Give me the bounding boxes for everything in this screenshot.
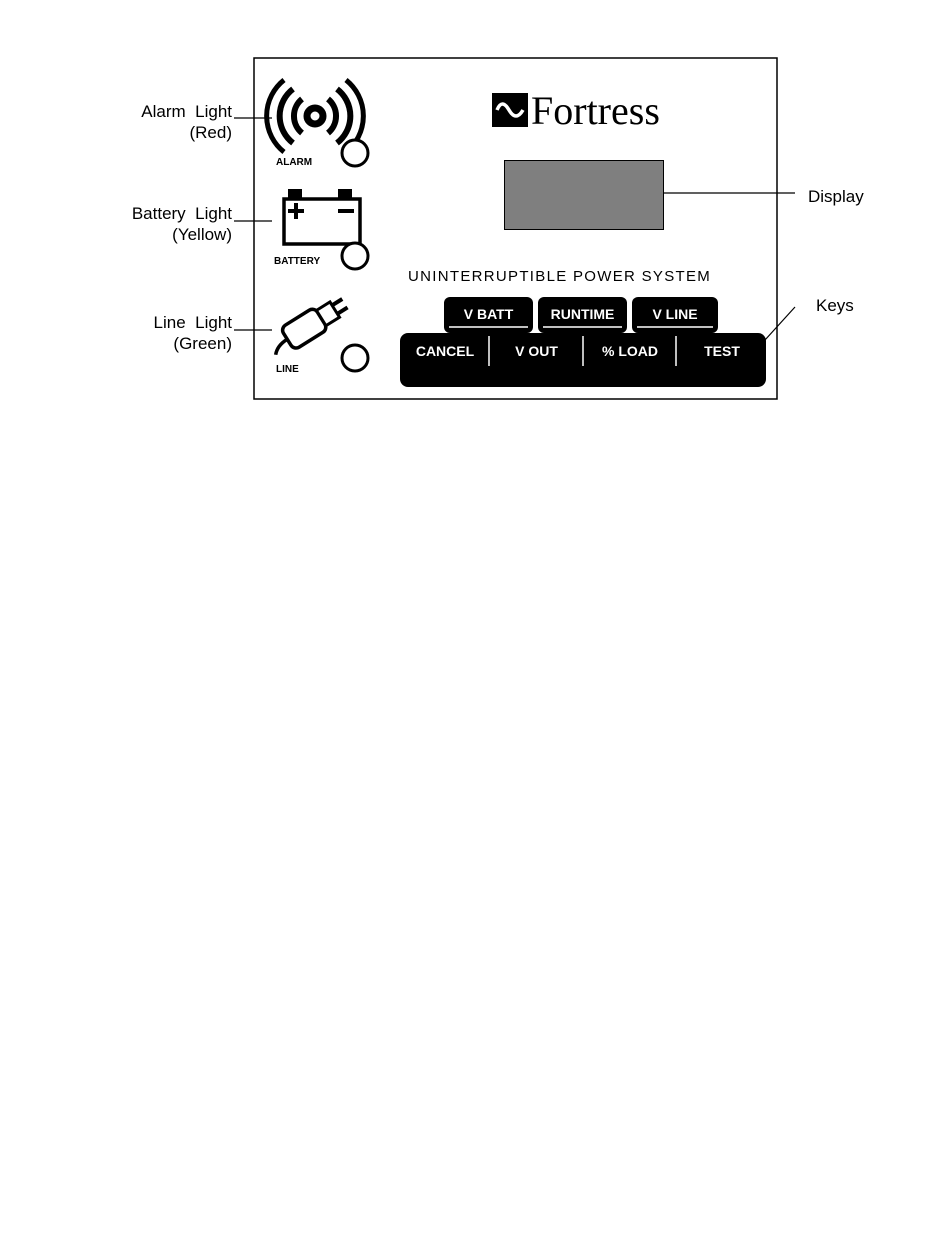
line-light-callout: Line Light (Green) (153, 313, 232, 353)
display-callout: Display (808, 187, 864, 206)
battery-icon (284, 189, 360, 244)
line-label: LINE (276, 364, 299, 375)
v-line-key[interactable]: V LINE (652, 306, 698, 322)
product-tagline: UNINTERRUPTIBLE POWER SYSTEM (408, 268, 712, 285)
line-led (342, 345, 368, 371)
v-batt-key[interactable]: V BATT (463, 306, 514, 322)
alarm-led (342, 140, 368, 166)
lcd-display (504, 160, 664, 230)
cancel-key[interactable]: CANCEL (415, 343, 475, 359)
brand-logo (490, 86, 660, 136)
keys-callout: Keys (816, 296, 854, 315)
battery-label: BATTERY (274, 256, 321, 267)
percent-load-key[interactable]: % LOAD (602, 343, 658, 359)
test-key[interactable]: TEST (704, 343, 740, 359)
battery-led (342, 243, 368, 269)
v-out-key[interactable]: V OUT (515, 343, 558, 359)
alarm-label: ALARM (276, 157, 313, 168)
alarm-light-callout: Alarm Light (Red) (141, 102, 232, 142)
brand-name: Fortress (531, 88, 660, 133)
battery-light-callout: Battery Light (Yellow) (131, 204, 232, 244)
runtime-key[interactable]: RUNTIME (550, 306, 615, 322)
